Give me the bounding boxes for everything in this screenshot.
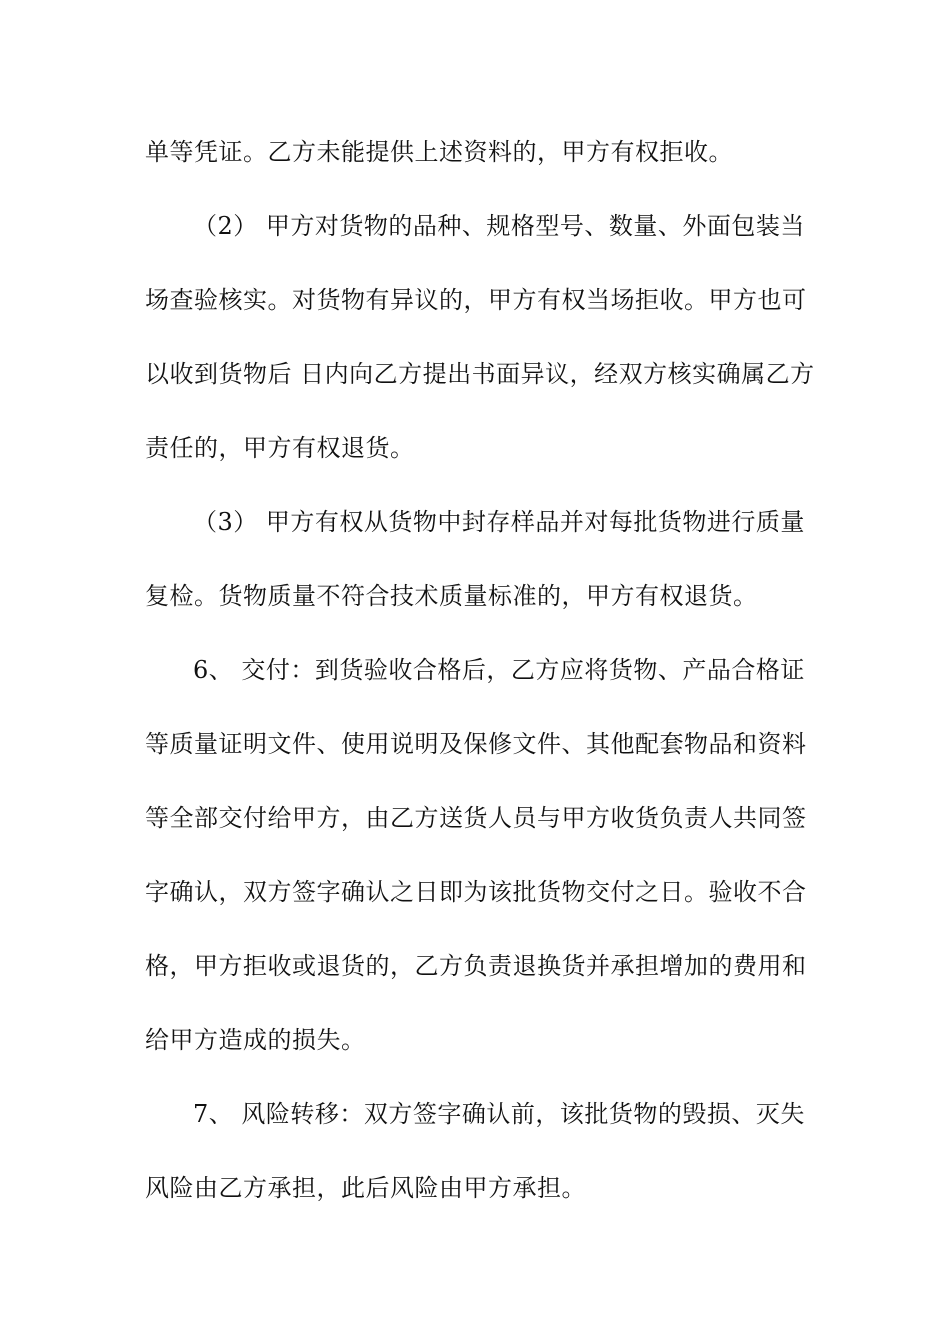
text-line-9: 等质量证明文件、使用说明及保修文件、其他配套物品和资料: [145, 730, 807, 758]
text-line-8: 6、 交付：到货验收合格后，乙方应将货物、产品合格证: [193, 656, 805, 684]
text-line-12: 格，甲方拒收或退货的，乙方负责退换货并承担增加的费用和: [145, 952, 807, 980]
text-line-11: 字确认，双方签字确认之日即为该批货物交付之日。验收不合: [145, 878, 807, 906]
text-line-14: 7、 风险转移：双方签字确认前，该批货物的毁损、灭失: [193, 1100, 805, 1128]
text-line-3: 场查验核实。对货物有异议的，甲方有权当场拒收。甲方也可: [145, 286, 807, 314]
text-line-5: 责任的，甲方有权退货。: [145, 434, 415, 462]
text-line-1: 单等凭证。乙方未能提供上述资料的，甲方有权拒收。: [145, 138, 733, 166]
text-line-13: 给甲方造成的损失。: [145, 1026, 366, 1054]
text-line-4: 以收到货物后 日内向乙方提出书面异议，经双方核实确属乙方: [145, 360, 815, 388]
text-line-7: 复检。货物质量不符合技术质量标准的，甲方有权退货。: [145, 582, 758, 610]
text-line-6: （3） 甲方有权从货物中封存样品并对每批货物进行质量: [193, 508, 805, 536]
text-line-15: 风险由乙方承担，此后风险由甲方承担。: [145, 1174, 586, 1202]
text-line-10: 等全部交付给甲方，由乙方送货人员与甲方收货负责人共同签: [145, 804, 807, 832]
text-line-2: （2） 甲方对货物的品种、规格型号、数量、外面包装当: [193, 212, 805, 240]
